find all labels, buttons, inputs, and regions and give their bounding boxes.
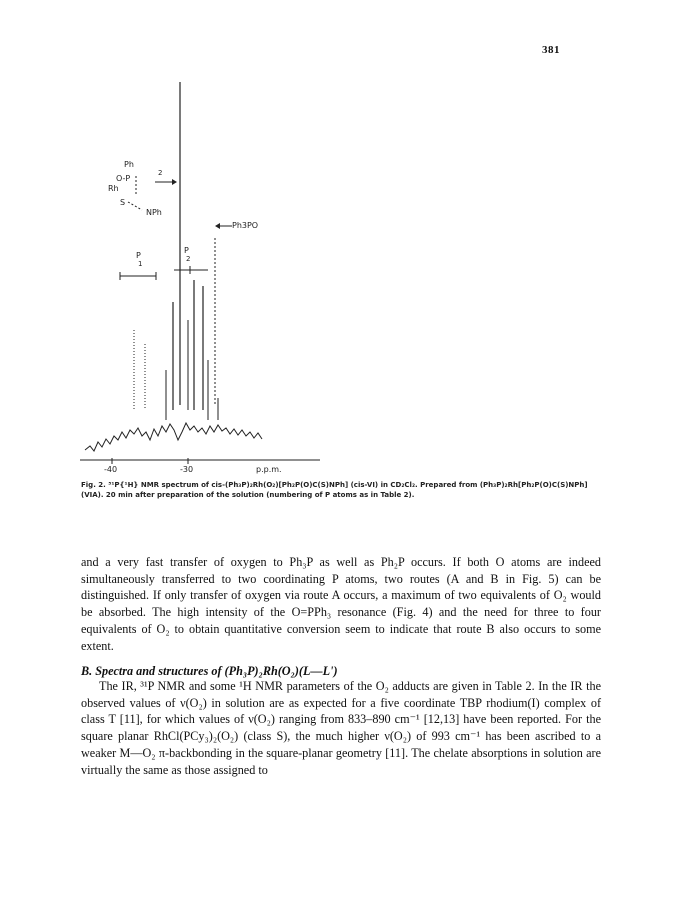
p1-num-label: 1 xyxy=(138,260,143,268)
inset-arrow-head xyxy=(172,179,177,185)
body-paragraph-2-text: The IR, ³¹P NMR and some ¹H NMR parameters of the O₂ adducts are given in Table 2. In the IR the observed values of ν(O₂) in solution are as expected for a five coordinate TBP rhodium(I) complex of class T [11], for which values of ν(O₂) ranging from 833–890 cm⁻¹ [12,13] have been reported. For the square planar RhCl(PCy₃)₂(O₂) (class S), the much higher ν(O₂) of 993 cm⁻¹ has been ascribed to a weaker M—O₂ π-backbonding in the square-planar geometry [11]. The chelate absorptions in solution are virtually the same as those assigned to xyxy=(81,679,601,777)
x-axis-unit-label: p.p.m. xyxy=(256,465,282,474)
p2-letter-label: P xyxy=(184,246,189,255)
ph3po-arrow-head xyxy=(215,223,220,229)
inset-op-label: O-P xyxy=(116,174,131,183)
body-paragraph-1 xyxy=(81,554,601,654)
inset-p2-label: 2 xyxy=(158,169,163,177)
section-heading: B. Spectra and structures of (Ph₃P)₂Rh(O₂)(L—L') xyxy=(81,664,338,678)
nmr-spectrum-figure xyxy=(70,80,610,480)
x-tick-label-minus40: -40 xyxy=(104,465,118,474)
p1-letter-label: P xyxy=(136,251,141,260)
nmr-spectrum-plot xyxy=(70,80,610,480)
body-paragraph-2 xyxy=(81,678,601,778)
inset-s-label: S xyxy=(120,198,126,207)
inset-bond-s-n xyxy=(128,202,142,210)
p2-num-label: 2 xyxy=(186,255,191,263)
ph3po-label: Ph3PO xyxy=(232,221,259,230)
body-paragraph-1-text: and a very fast transfer of oxygen to Ph₃P as well as Ph₂P occurs. If both O atoms are indeed simultaneously transferred to two coordinating P atoms, two routes (A and B in Fig. 5) can be distinguished. If only transfer of oxygen via route A occurs, a maximum of two equivalents of O₂ would be absorbed. The high intensity of the O=PPh₃ resonance (Fig. 4) and the need for three to four equivalents of O₂ to obtain quantitative conversion seem to indicate that route B also occurs to some extent. xyxy=(81,555,601,653)
inset-rh-label: Rh xyxy=(108,184,119,193)
page-number: 381 xyxy=(542,44,560,56)
spectrum-peaks xyxy=(134,82,218,420)
x-tick-label-minus30: -30 xyxy=(180,465,194,474)
spectrum-baseline xyxy=(85,423,262,451)
figure-caption-text: Fig. 2. ³¹P{¹H} NMR spectrum of cis-(Ph₃P)₂Rh(O₂)[Ph₂P(O)C(S)NPh] (cis-VI) in CD₂Cl₂. Prepared from (Ph₃P)₂Rh[Ph₂P(O)C(S)NPh] (VIA). 20 min after preparation of the solution (numbering of P atoms as in Table 2). xyxy=(81,481,588,499)
figure-caption xyxy=(81,481,601,500)
inset-ph-label: Ph xyxy=(124,160,134,169)
inset-nph-label: NPh xyxy=(146,208,162,217)
